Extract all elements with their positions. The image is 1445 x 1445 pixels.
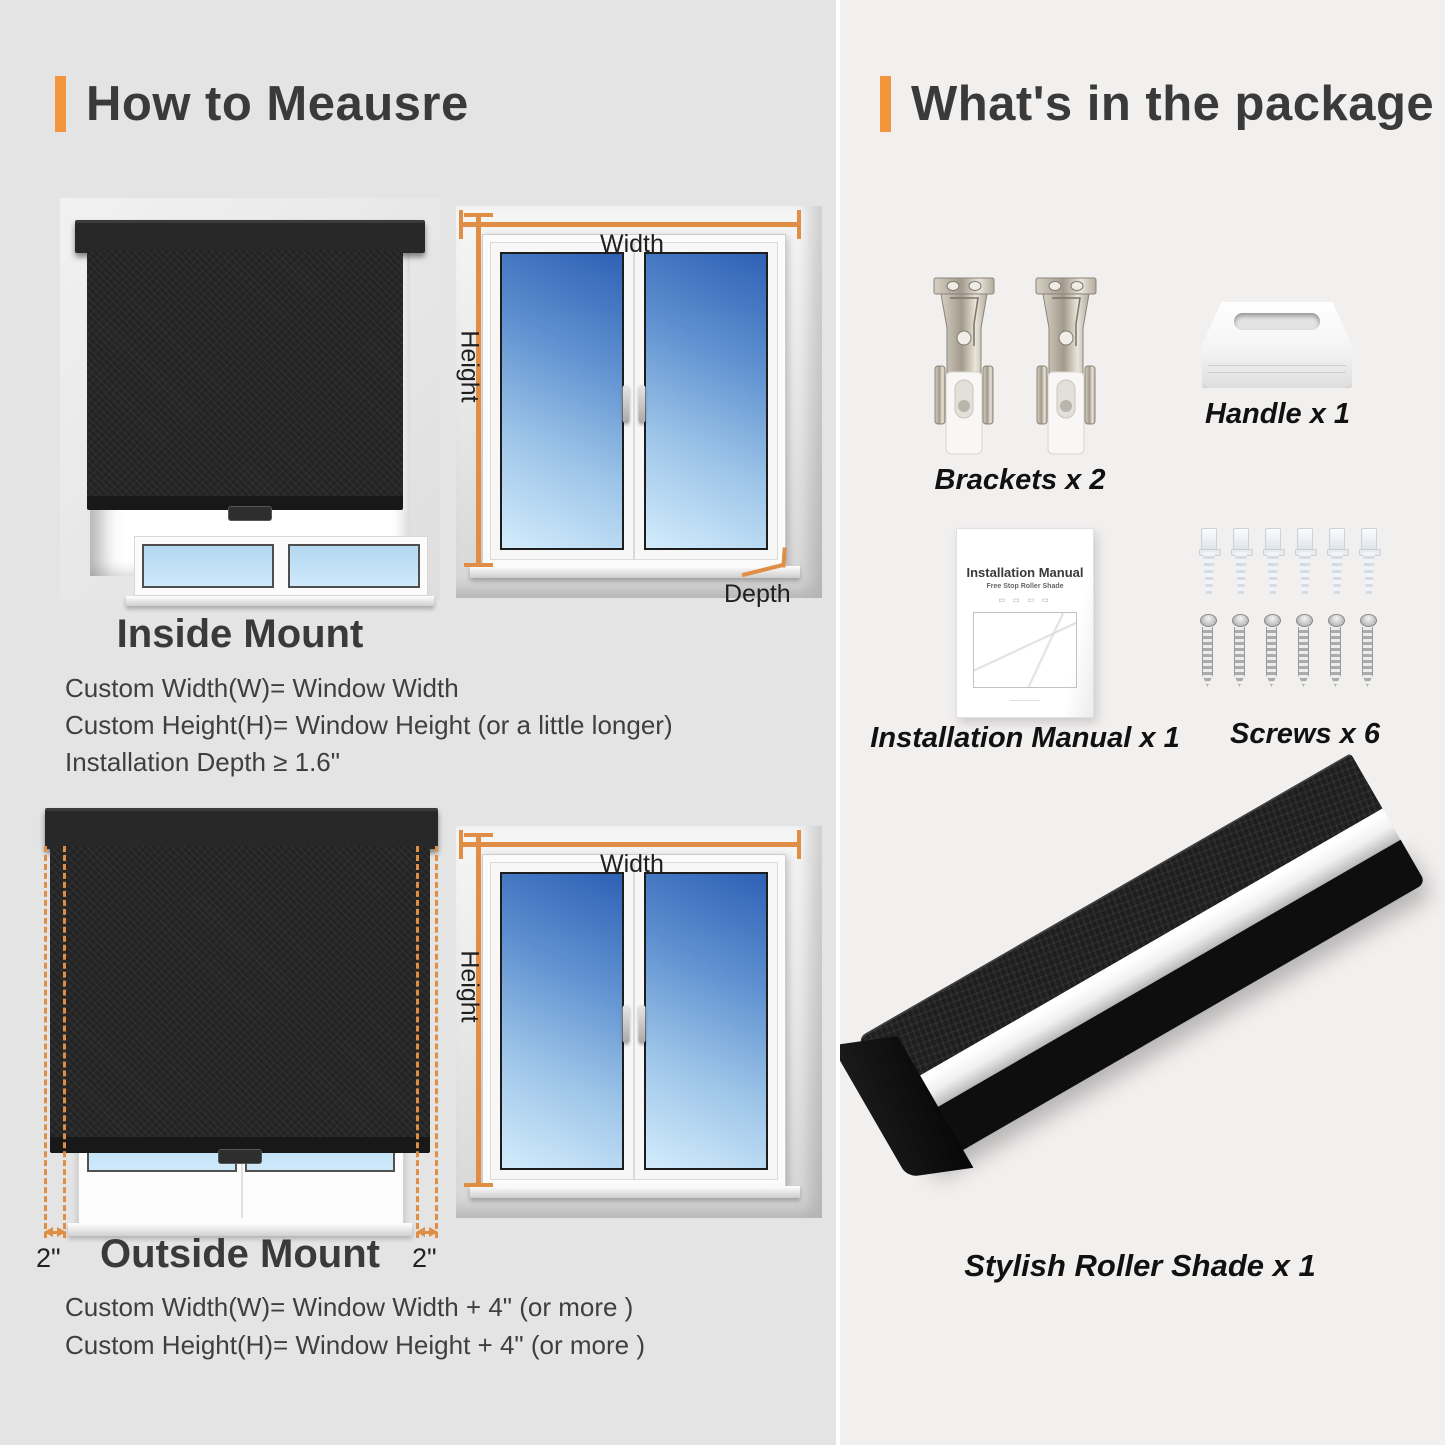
window-handles — [623, 385, 646, 423]
bracket-icon — [1030, 276, 1102, 460]
window-door-left — [490, 862, 634, 1180]
handle-illustration — [1202, 302, 1352, 388]
overlap-dash-left-outer — [44, 846, 47, 1238]
window-door-right — [634, 862, 778, 1180]
screw-icon — [1232, 614, 1247, 688]
wall-anchors-row — [1200, 528, 1400, 598]
package-title — [880, 76, 1434, 132]
roller-shade-white-roller — [889, 809, 1401, 1125]
width-arrow — [460, 222, 800, 227]
spec-line: Installation Depth ≥ 1.6" — [65, 747, 340, 777]
overlap-dash-left-inner — [63, 846, 66, 1238]
screws-label: Screws x 6 — [1230, 718, 1380, 750]
window-pane-right — [288, 544, 420, 588]
window-frame — [482, 854, 786, 1188]
package-contents-panel — [840, 0, 1445, 1445]
inside-mount-illustration — [60, 198, 440, 600]
roller-shade-fabric — [87, 250, 403, 496]
page-title: What's in the package — [911, 77, 1435, 131]
screw-icon — [1264, 614, 1279, 688]
overlap-dash-right-outer — [435, 846, 438, 1238]
outside-mount-specs — [65, 1288, 645, 1364]
handle-slot — [1234, 313, 1320, 330]
screw-icon — [1328, 614, 1343, 688]
inside-mount-specs — [65, 670, 673, 781]
screws-illustration — [1200, 528, 1400, 688]
glass-left — [500, 872, 624, 1170]
window-handles — [623, 1005, 646, 1043]
outside-mount-illustration — [30, 795, 450, 1295]
anchor-icon — [1200, 528, 1218, 598]
anchor-icon — [1264, 528, 1282, 598]
manual-cover-icons: ▭ ▭ ▭ ▭ — [998, 597, 1052, 604]
window-door-right — [634, 242, 778, 560]
manual-illustration — [956, 528, 1094, 718]
manual-cover-subtitle: Free Stop Roller Shade — [986, 583, 1064, 590]
outside-measurement-diagram — [440, 812, 835, 1242]
screw-icon — [1360, 614, 1375, 688]
window-sill — [470, 1186, 800, 1198]
brackets-illustration — [928, 276, 1102, 460]
gap-label-right: 2" — [412, 1243, 437, 1273]
manual-cover-title: Installation Manual — [966, 565, 1084, 580]
inside-measurement-diagram — [440, 192, 835, 622]
anchor-icon — [1328, 528, 1346, 598]
width-label: Width — [600, 230, 664, 258]
manual-cover-figure — [973, 612, 1077, 688]
window-panes — [134, 536, 428, 596]
bracket-icon — [928, 276, 1000, 460]
handle-label: Handle x 1 — [1204, 398, 1351, 430]
manual-label: Installation Manual x 1 — [870, 722, 1180, 754]
inside-mount-heading: Inside Mount — [116, 612, 364, 656]
screw-icon — [1200, 614, 1215, 688]
height-label: Height — [455, 330, 484, 403]
roller-shade-handle — [218, 1149, 262, 1164]
roller-shade-cassette — [75, 220, 425, 253]
accent-bar — [880, 76, 891, 132]
gap-label-left: 2" — [36, 1243, 61, 1273]
width-label: Width — [600, 850, 664, 878]
glass-right — [644, 872, 768, 1170]
spec-line: Custom Height(H)= Window Height + 4" (or more ) — [65, 1330, 645, 1360]
roller-shade-cassette — [45, 808, 438, 849]
how-to-measure-title — [55, 76, 469, 132]
window-pane-left — [142, 544, 274, 588]
brackets-label: Brackets x 2 — [934, 464, 1106, 496]
screw-icon — [1296, 614, 1311, 688]
glass-left — [500, 252, 624, 550]
accent-bar — [55, 76, 66, 132]
outside-mount-heading: Outside Mount — [100, 1232, 380, 1276]
width-arrow — [460, 842, 800, 847]
page-title: How to Meausre — [86, 77, 469, 131]
manual-cover-footer: ―――――― — [1010, 698, 1040, 704]
roller-shade-handle — [228, 506, 272, 521]
spec-line: Custom Width(W)= Window Width + 4" (or more ) — [65, 1292, 634, 1322]
overlap-dash-right-inner — [416, 846, 419, 1238]
window-sill — [126, 596, 434, 606]
anchor-icon — [1232, 528, 1250, 598]
spec-line: Custom Height(H)= Window Height (or a little longer) — [65, 710, 673, 740]
anchor-icon — [1296, 528, 1314, 598]
window-frame — [482, 234, 786, 568]
glass-right — [644, 252, 768, 550]
height-label: Height — [455, 950, 484, 1023]
roller-shade-bar-illustration — [857, 753, 1426, 1168]
shade-label: Stylish Roller Shade x 1 — [964, 1248, 1316, 1283]
depth-label: Depth — [724, 580, 791, 608]
spec-line: Custom Width(W)= Window Width — [65, 673, 459, 703]
roller-shade-fabric — [50, 846, 430, 1137]
screws-row — [1200, 614, 1400, 688]
anchor-icon — [1360, 528, 1378, 598]
window-door-left — [490, 242, 634, 560]
